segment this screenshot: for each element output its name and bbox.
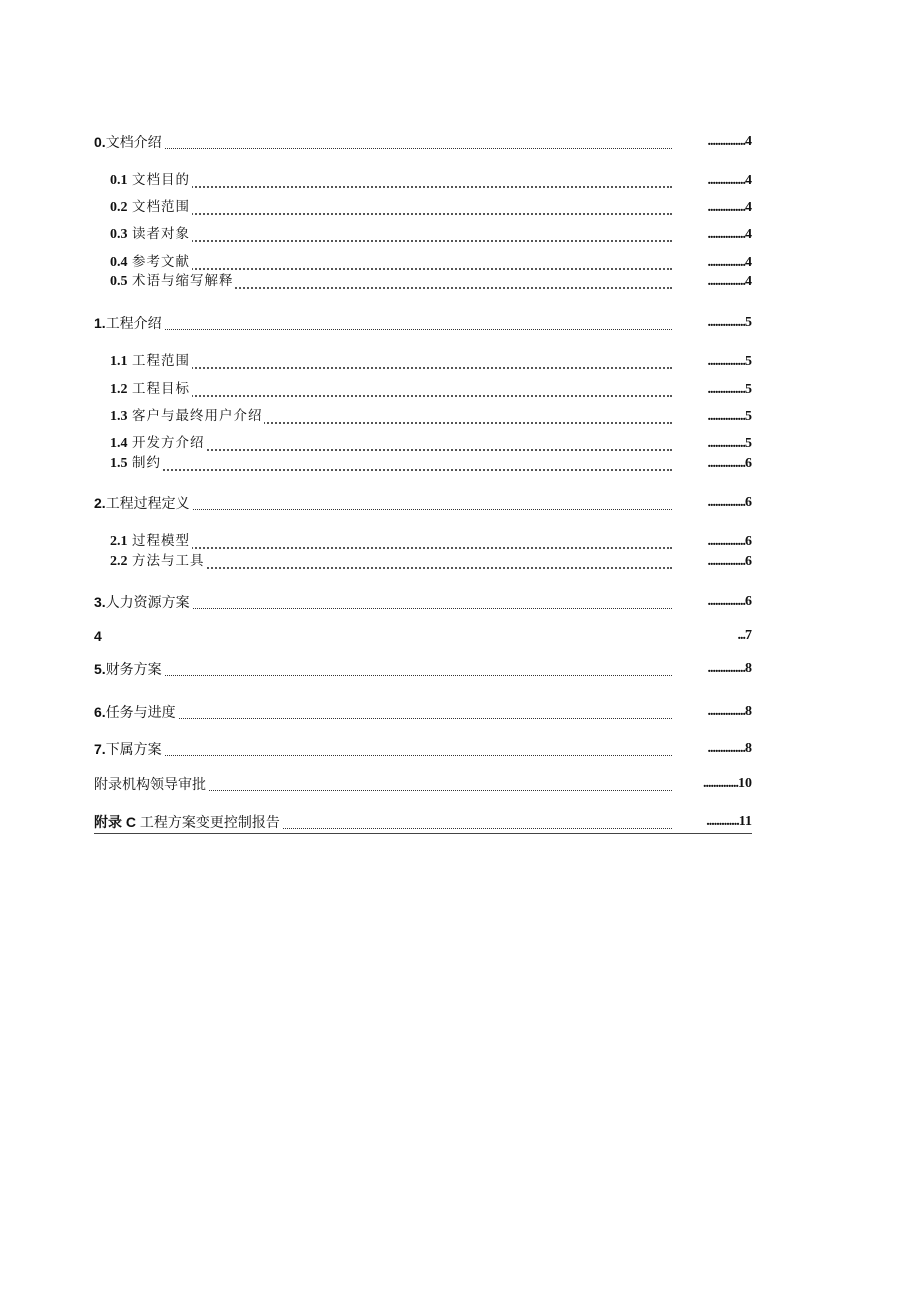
toc-entry[interactable] (94, 811, 752, 834)
toc-entry-title: 开发方介绍 (131, 435, 205, 451)
toc-entry-page-number (708, 435, 753, 453)
toc-leader-dots (112, 186, 672, 188)
toc-page-dots: ............... (707, 704, 745, 719)
toc-entry-page-number (708, 533, 753, 551)
toc-entry-number: 1.1 (110, 354, 128, 369)
toc-page-value: 8 (745, 704, 752, 719)
toc-page-value: 5 (745, 354, 752, 369)
toc-entry[interactable] (94, 379, 752, 401)
toc-entry-number: 0.1 (110, 173, 128, 188)
toc-entry-page-number (703, 775, 752, 793)
toc-entry-title: 工程目标 (131, 381, 190, 397)
toc-entry-number: 0.2 (110, 200, 128, 215)
toc-entry[interactable] (94, 453, 752, 475)
toc-entry[interactable] (94, 170, 752, 192)
toc-page-value: 4 (745, 227, 752, 242)
toc-leader-dots (112, 240, 672, 242)
toc-leader-dots (112, 547, 672, 549)
toc-leader-dots (94, 148, 672, 149)
toc-leader-dots (112, 469, 672, 471)
toc-leader-dots (94, 755, 672, 756)
toc-entry-number: 6. (94, 704, 106, 720)
toc-page-value: 4 (745, 134, 752, 149)
toc-entry-number: 附录 C (94, 814, 136, 830)
toc-entry-number: 1. (94, 315, 106, 331)
toc-page-dots: ... (737, 628, 745, 643)
toc-entry-title: 人力资源方案 (105, 594, 190, 610)
toc-entry-number: 0.5 (110, 274, 128, 289)
toc-leader-dots (112, 268, 672, 270)
toc-entry-number: 2. (94, 495, 106, 511)
toc-entry-title: 文档范围 (131, 199, 190, 215)
toc-entry-page-number (708, 455, 753, 473)
toc-entry-page-number (706, 813, 752, 831)
toc-entry-number: 1.5 (110, 456, 128, 471)
toc-page-dots: ............... (707, 436, 745, 451)
toc-entry-number: 1.2 (110, 382, 128, 397)
toc-entry-title: 附录机构领导审批 (94, 776, 206, 792)
toc-page-value: 6 (745, 594, 752, 609)
toc-page-dots: ............... (707, 315, 745, 330)
toc-entry[interactable] (94, 406, 752, 428)
toc-page-value: 8 (745, 661, 752, 676)
toc-page-value: 6 (745, 534, 752, 549)
toc-page-dots: ............... (707, 554, 745, 569)
toc-entry-number: 0.4 (110, 255, 128, 270)
toc-entry-page-number (738, 627, 753, 645)
toc-entry-label (110, 352, 192, 371)
toc-entry-number: 7. (94, 741, 106, 757)
toc-page-value: 4 (745, 200, 752, 215)
toc-entry-label (110, 434, 206, 453)
toc-entry-page-number (708, 226, 753, 244)
toc-entry-title: 工程过程定义 (105, 495, 190, 511)
toc-entry-label (94, 593, 192, 611)
toc-entry[interactable] (94, 773, 752, 795)
toc-entry-title: 客户与最终用户介绍 (131, 408, 263, 424)
toc-page-dots: ............... (707, 661, 745, 676)
toc-entry-label (110, 198, 192, 217)
toc-entry-title: 工程介绍 (105, 315, 162, 331)
toc-entry[interactable] (94, 625, 752, 647)
toc-entry-page-number (708, 553, 753, 571)
toc-entry-title: 文档介绍 (105, 134, 162, 150)
toc-entry-label (110, 225, 192, 244)
toc-entry-page-number (708, 353, 753, 371)
toc-entry-label (94, 133, 164, 151)
toc-entry-page-number (708, 408, 753, 426)
toc-entry-label (110, 552, 206, 571)
toc-entry-title: 过程模型 (131, 533, 190, 549)
toc-page-value: 5 (745, 436, 752, 451)
toc-entry-page-number (708, 494, 753, 512)
toc-page-dots: ............... (707, 200, 745, 215)
toc-entry-page-number (708, 593, 753, 611)
toc-entry-page-number (708, 254, 753, 272)
toc-entry-label (94, 660, 164, 678)
toc-entry-page-number (708, 273, 753, 291)
toc-entry[interactable] (94, 351, 752, 373)
toc-page-dots: ............... (707, 594, 745, 609)
toc-page-dots: ............... (707, 227, 745, 242)
toc-page-value: 7 (745, 628, 752, 643)
toc-entry[interactable] (94, 131, 752, 153)
toc-page-dots: ............... (707, 534, 745, 549)
toc-leader-dots (94, 718, 672, 719)
toc-entry-title: 读者对象 (131, 226, 190, 242)
toc-page-value: 5 (745, 315, 752, 330)
toc-entry-page-number (708, 314, 753, 332)
toc-entry-label (94, 314, 164, 332)
toc-entry-page-number (708, 703, 753, 721)
toc-entry-page-number (708, 740, 753, 758)
toc-leader-dots (112, 367, 672, 369)
toc-page-dots: ............... (707, 409, 745, 424)
toc-page-value: 4 (745, 274, 752, 289)
toc-page-value: 8 (745, 741, 752, 756)
toc-entry-title: 参考文献 (131, 254, 190, 270)
toc-page-value: 10 (738, 776, 752, 791)
toc-entry-title: 方法与工具 (131, 553, 205, 569)
toc-entry[interactable] (94, 433, 752, 455)
toc-page-value: 5 (745, 382, 752, 397)
toc-entry[interactable] (94, 738, 752, 760)
toc-entry-title: 工程方案变更控制报告 (139, 814, 280, 830)
toc-page-dots: ............... (707, 495, 745, 510)
toc-entry-title: 术语与缩写解释 (131, 273, 234, 289)
toc-entry-title: 下属方案 (105, 741, 162, 757)
toc-page-value: 4 (745, 255, 752, 270)
toc-page-dots: ............. (706, 814, 739, 829)
toc-entry-label (110, 380, 192, 399)
toc-page-value: 6 (745, 495, 752, 510)
toc-leader-dots (94, 675, 672, 676)
toc-entry-page-number (708, 133, 753, 151)
toc-page-dots: ............... (707, 354, 745, 369)
toc-entry[interactable] (94, 271, 752, 293)
toc-entry-title: 任务与进度 (105, 704, 176, 720)
toc-leader-dots (94, 329, 672, 330)
toc-entry[interactable] (94, 551, 752, 573)
toc-entry-number: 1.3 (110, 409, 128, 424)
toc-page-value: 5 (745, 409, 752, 424)
toc-page-value: 6 (745, 554, 752, 569)
toc-entry-title: 文档目的 (131, 172, 190, 188)
toc-page-dots: ............... (707, 255, 745, 270)
toc-entry-number: 0.3 (110, 227, 128, 242)
toc-entry-number: 3. (94, 594, 106, 610)
toc-leader-dots (112, 213, 672, 215)
toc-page-dots: ............... (707, 456, 745, 471)
toc-entry[interactable] (94, 658, 752, 680)
toc-entry-label (94, 494, 192, 512)
toc-entry-label (110, 532, 192, 551)
toc-entry-page-number (708, 199, 753, 217)
toc-page-dots: ............... (707, 134, 745, 149)
toc-entry-page-number (708, 172, 753, 190)
toc-entry-number: 2.1 (110, 534, 128, 549)
toc-entry[interactable] (94, 197, 752, 219)
toc-entry-label (94, 703, 178, 721)
toc-entry[interactable] (94, 224, 752, 246)
toc-page-dots: ............... (707, 274, 745, 289)
toc-entry-label (94, 775, 208, 793)
toc-entry-page-number (708, 660, 753, 678)
toc-entry-label (94, 813, 282, 831)
toc-entry[interactable] (94, 531, 752, 553)
toc-page-value: 11 (738, 814, 752, 829)
toc-entry-number: 5. (94, 661, 106, 677)
toc-entry[interactable] (94, 312, 752, 334)
toc-page-value: 4 (745, 173, 752, 188)
toc-entry[interactable] (94, 492, 752, 514)
toc-entry-title: 财务方案 (105, 661, 162, 677)
toc-entry-label (94, 740, 164, 758)
toc-page-dots: ............... (707, 173, 745, 188)
toc-entry-label (110, 454, 163, 473)
toc-entry-label (94, 627, 104, 645)
toc-entry-label (110, 407, 264, 426)
toc-entry-number: 1.4 (110, 436, 128, 451)
toc-entry-number: 4 (94, 628, 102, 644)
toc-entry[interactable] (94, 591, 752, 613)
toc-entry-label (110, 272, 235, 291)
toc-entry-title: 制约 (131, 455, 161, 471)
toc-page-dots: ............... (707, 741, 745, 756)
toc-entry-label (110, 171, 192, 190)
toc-entry-page-number (708, 381, 753, 399)
toc-leader-dots (112, 395, 672, 397)
toc-page-dots: .............. (703, 776, 738, 791)
toc-page-value: 6 (745, 456, 752, 471)
toc-entry[interactable] (94, 701, 752, 723)
toc-entry-number: 0. (94, 134, 106, 150)
toc-entry-title: 工程范围 (131, 353, 190, 369)
toc-entry-label (110, 253, 192, 272)
toc-page-dots: ............... (707, 382, 745, 397)
toc-entry-number: 2.2 (110, 554, 128, 569)
